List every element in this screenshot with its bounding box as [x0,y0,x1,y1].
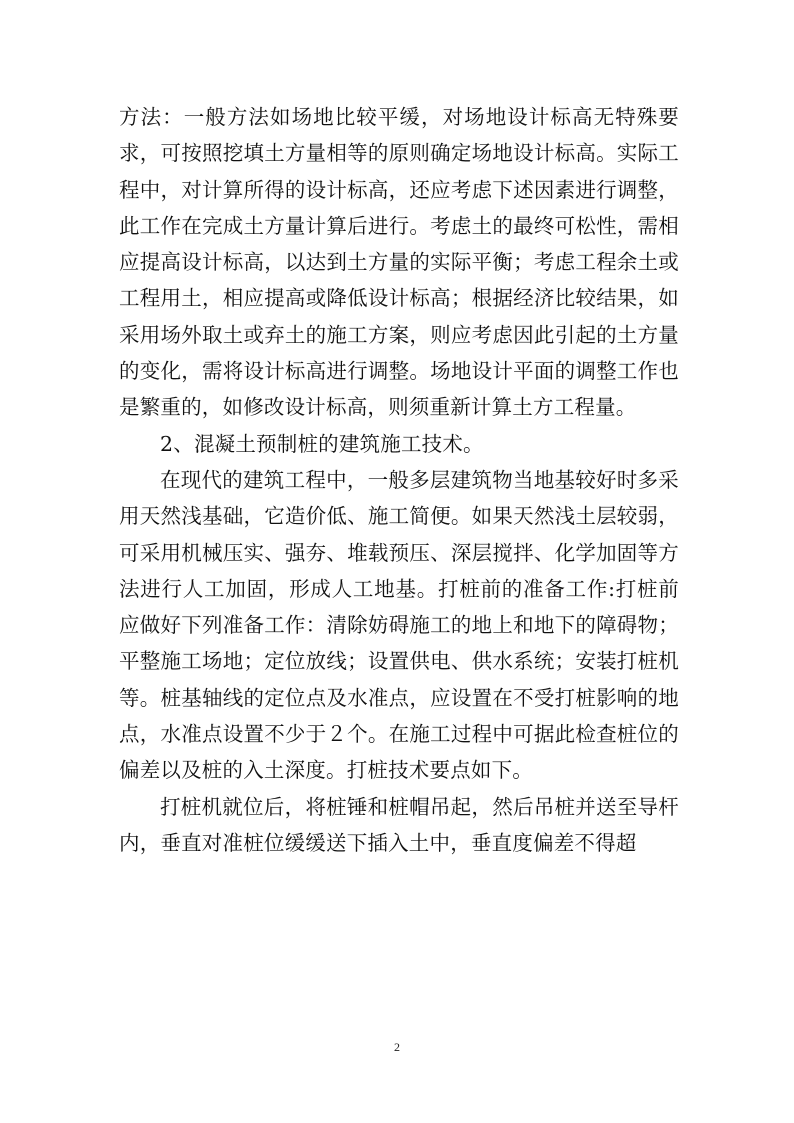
section-heading-precast-pile: 2、混凝土预制桩的建筑施工技术。 [160,431,484,456]
body-text [119,99,679,861]
page-number: 2 [394,1040,400,1054]
paragraph-pile-driving: 打桩机就位后，将桩锤和桩帽吊起，然后吊桩并送至导杆内，垂直对准桩位缓缓送下插入土中，垂直度偏差不得超 [119,794,679,855]
paragraph-foundation-prep: 在现代的建筑工程中，一般多层建筑物当地基较好时多采用天然浅基础，它造价低、施工简便。如果天然浅土层较弱，可采用机械压实、强夯、堆载预压、深层搅拌、化学加固等方法进行人工加固，形成人工地基。打桩前的准备工作:打桩前应做好下列准备工作：清除妨碍施工的地上和地下的障碍物；平整施工场地；定位放线；设置供电、供水系统；安装打桩机等。桩基轴线的定位点及水准点，应设置在不受打桩影响的地点，水准点设置不少于２个。在施工过程中可据此检查桩位的偏差以及桩的入土深度。打桩技术要点如下。 [119,467,679,783]
paragraph-site-elevation: 方法：一般方法如场地比较平缓，对场地设计标高无特殊要求，可按照挖填土方量相等的原则确定场地设计标高。实际工程中，对计算所得的设计标高，还应考虑下述因素进行调整，此工作在完成土方量计算后进行。考虑土的最终可松性，需相应提高设计标高，以达到土方量的实际平衡；考虑工程余土或工程用土，相应提高或降低设计标高；根据经济比较结果，如采用场外取土或弃土的施工方案，则应考虑因此引起的土方量的变化，需将设计标高进行调整。场地设计平面的调整工作也是繁重的，如修改设计标高，则须重新计算土方工程量。 [119,105,679,420]
